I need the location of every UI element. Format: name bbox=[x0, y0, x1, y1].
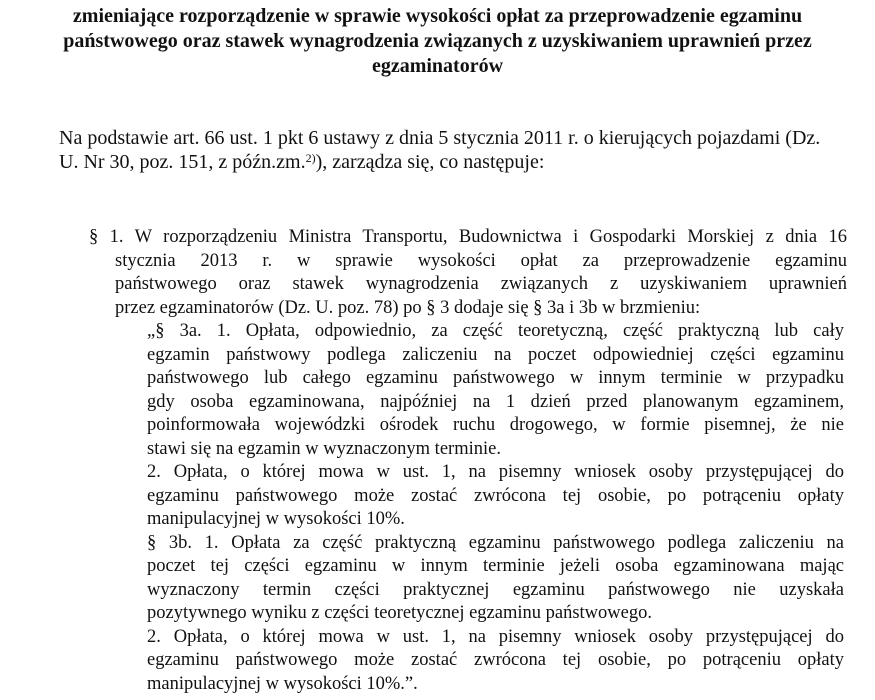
amendment-line: poinformowała wojewódzki ośrodek ruchu drogowego, w formie pisemnej, że nie bbox=[147, 415, 844, 435]
amendment-line: manipulacyjnej w wysokości 10%. bbox=[147, 509, 405, 529]
intro-line-2 bbox=[59, 150, 849, 174]
amendment-line: 2. Opłata, o której mowa w ust. 1, na pisemny wniosek osoby przystępującej do bbox=[147, 462, 844, 482]
section-1-line: państwowego oraz stawek wynagrodzenia związanych z uzyskiwaniem uprawnień bbox=[115, 274, 847, 294]
amendment-line: poczet tej części egzaminu w innym terminie jeżeli osoba egzaminowana mając bbox=[147, 556, 844, 576]
document-title bbox=[40, 4, 835, 79]
title-line-3: egzaminatorów bbox=[371, 55, 504, 77]
amendment-line: stawi się na egzamin w wyznaczonym terminie. bbox=[147, 438, 501, 459]
amendment-line: egzaminu państwowego może zostać zwrócona tej osobie, po potrąceniu opłaty bbox=[147, 485, 844, 506]
intro-line-2-tail: ), zarządza się, co następuje: bbox=[315, 151, 545, 173]
amendment-line: państwowego lub całego egzaminu państwowego w innym terminie w przypadku bbox=[147, 368, 844, 388]
section-1 bbox=[0, 226, 875, 696]
title-line-2: państwowego oraz stawek wynagrodzenia związanych z uzyskiwaniem uprawnień przez bbox=[63, 30, 812, 52]
section-1-line: przez egzaminatorów (Dz. U. poz. 78) po § 3 dodaje się § 3a i 3b w brzmieniu: bbox=[115, 297, 701, 318]
section-1-line: stycznia 2013 r. w sprawie wysokości opłat za przeprowadzenie egzaminu bbox=[115, 250, 847, 271]
footnote-reference: 2) bbox=[305, 151, 316, 165]
title-line-1: zmieniające rozporządzenie w sprawie wysokości opłat za przeprowadzenie egzaminu bbox=[72, 5, 803, 27]
legal-basis-paragraph bbox=[59, 126, 849, 174]
amendment-line: wyznaczony termin części praktycznej egzaminu państwowego nie uzyskała bbox=[147, 579, 844, 600]
amendment-line: gdy osoba egzaminowana, najpóźniej na 1 dzień przed planowanym egzaminem, bbox=[147, 391, 844, 412]
amendment-line: 2. Opłata, o której mowa w ust. 1, na pisemny wniosek osoby przystępującej do bbox=[147, 626, 844, 647]
amendment-line: § 3b. 1. Opłata za część praktyczną egzaminu państwowego podlega zaliczeniu na bbox=[147, 532, 844, 553]
amendment-line: „§ 3a. 1. Opłata, odpowiednio, za część teoretyczną, część praktyczną lub cały bbox=[147, 321, 844, 341]
amendment-line: pozytywnego wyniku z części teoretycznej egzaminu państwowego. bbox=[147, 603, 652, 623]
section-1-line: § 1. W rozporządzeniu Ministra Transportu, Budownictwa i Gospodarki Morskiej z dnia 16 bbox=[89, 227, 847, 247]
amendment-line: manipulacyjnej w wysokości 10%.”. bbox=[147, 673, 418, 694]
amendment-line: egzamin państwowy podlega zaliczeniu na poczet odpowiedniej części egzaminu bbox=[147, 344, 844, 365]
intro-line-1: Na podstawie art. 66 ust. 1 pkt 6 ustawy z dnia 5 stycznia 2011 r. o kierujących pojazdami (Dz. bbox=[59, 127, 821, 149]
intro-line-2-text: U. Nr 30, poz. 151, z późn.zm. bbox=[59, 151, 306, 173]
amendment-line: egzaminu państwowego może zostać zwrócona tej osobie, po potrąceniu opłaty bbox=[147, 650, 844, 670]
